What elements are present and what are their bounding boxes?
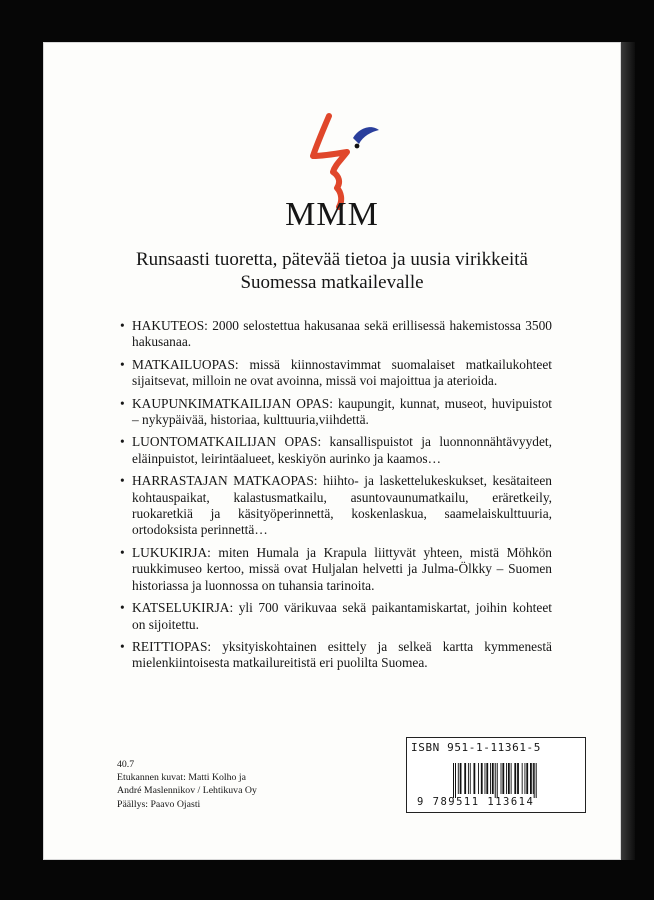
bullet-icon: • [120, 544, 125, 560]
bullet-icon: • [120, 318, 125, 333]
barcode-bar [536, 763, 537, 798]
barcode-bar [490, 763, 491, 794]
barcode-bar [470, 763, 471, 794]
credit-line: André Maslennikov / Lehtikuva Oy [117, 785, 257, 797]
bullet-icon: • [120, 356, 125, 372]
barcode-bar [458, 763, 459, 794]
barcode-bar [455, 763, 456, 798]
feature-item [120, 396, 552, 429]
credit-line: Päällys: Paavo Ojasti [117, 798, 201, 810]
barcode-bar [485, 763, 486, 794]
barcode-bar [511, 763, 512, 794]
feature-text: HARRASTAJAN MATKAOPAS: hiihto- ja laskettelukeskukset, kesätaiteen kohtauspaikat, kalastusmatkailu, asuntovaunumatkailu, eräretkeily, ruokaretkiä ja käsityöperinnettä, koskenlaskua, saamelaiskulttuuria, ortodoksista perinnettä… [132, 473, 552, 538]
feature-item [120, 639, 552, 672]
tagline-line: Runsaasti tuoretta, pätevää tietoa ja uusia virikkeitä [135, 249, 528, 270]
barcode-bar [514, 763, 516, 794]
feature-item [120, 473, 552, 539]
barcode-bar [508, 763, 510, 794]
credit-line: Etukannen kuvat: Matti Kolho ja [117, 772, 246, 784]
barcode-bar [481, 763, 483, 794]
barcode-bar [526, 763, 528, 794]
cover-credits [117, 758, 317, 811]
barcode-bar [468, 763, 469, 794]
feature-text: MATKAILUOPAS: missä kiinnostavimmat suomalaiset matkailukohteet sijaitsevat, milloin ne ovat avoinna, missä voi majoittua ja aterioida. [132, 356, 552, 389]
barcode-bar [486, 763, 488, 794]
barcode-bar [495, 763, 496, 798]
barcode-bar [534, 763, 535, 798]
bullet-icon: • [120, 600, 125, 616]
publisher-name: MMM [285, 196, 379, 233]
barcode-bar [478, 763, 479, 794]
barcode-bar [517, 763, 519, 794]
bullet-icon: • [120, 395, 125, 411]
product-code: 40.7 [117, 759, 135, 770]
feature-text: LUKUKIRJA: miten Humala ja Krapula liittyvät yhteen, mistä Möhkön ruukkimuseo kertoo, missä ovat Huljalan helvetti ja Julma-Ölkky – Suomen historiassa ja luonnossa on tuhansia tarinoita. [132, 544, 552, 593]
barcode-bar [497, 763, 498, 798]
barcode-bar [524, 763, 525, 794]
barcode-bar [460, 763, 462, 794]
logo-face-profile [313, 116, 347, 207]
bullet-icon: • [120, 473, 125, 489]
feature-text: KATSELUKIRJA: yli 700 värikuvaa sekä paikantamiskartat, joihin kohteet on sijoitettu. [132, 600, 552, 632]
feature-item [120, 318, 552, 351]
feature-text: HAKUTEOS: 2000 selostettua hakusanaa sekä erillisessä hakemistossa 3500 hakusanaa. [132, 318, 552, 350]
feature-text: LUONTOMATKAILIJAN OPAS: kansallispuistot ja luonnonnähtävyydet, eläinpuistot, leirintäalueet, keskiyön aurinko ja kaamos… [132, 434, 552, 466]
barcode-bar [473, 763, 475, 794]
barcode [452, 763, 580, 798]
bullet-icon: • [120, 434, 125, 450]
barcode-bar [453, 763, 454, 798]
logo-brow [353, 127, 379, 144]
feature-item [120, 357, 552, 390]
bullet-icon: • [120, 638, 125, 654]
barcode-bar [530, 763, 532, 794]
book-back-cover [43, 42, 621, 860]
feature-text: KAUPUNKIMATKAILIJAN OPAS: kaupungit, kunnat, museot, huvipuistot – nykypäivää, historiaa, kulttuuria,viihdettä. [132, 395, 552, 428]
barcode-bar [533, 763, 534, 794]
tagline-line: Suomessa matkailevalle [240, 272, 424, 293]
barcode-bar [506, 763, 507, 794]
barcode-digits: 9 789511 113614 [417, 796, 535, 808]
feature-item [120, 545, 552, 594]
barcode-bar [501, 763, 502, 794]
isbn-box [406, 737, 586, 813]
barcode-bar [464, 763, 466, 794]
feature-text: REITTIOPAS: yksityiskohtainen esittely ja selkeä kartta kymmenestä mielenkiintoisesta matkailureitistä eri puolilta Suomea. [132, 638, 552, 671]
feature-item [120, 434, 552, 467]
logo-eye [355, 144, 360, 149]
tagline [43, 248, 621, 294]
barcode-bar [522, 763, 523, 794]
isbn-label: ISBN 951-1-11361-5 [411, 741, 542, 754]
barcode-bar [502, 763, 504, 794]
feature-item [120, 600, 552, 633]
barcode-bar [492, 763, 494, 794]
feature-list [120, 318, 552, 678]
